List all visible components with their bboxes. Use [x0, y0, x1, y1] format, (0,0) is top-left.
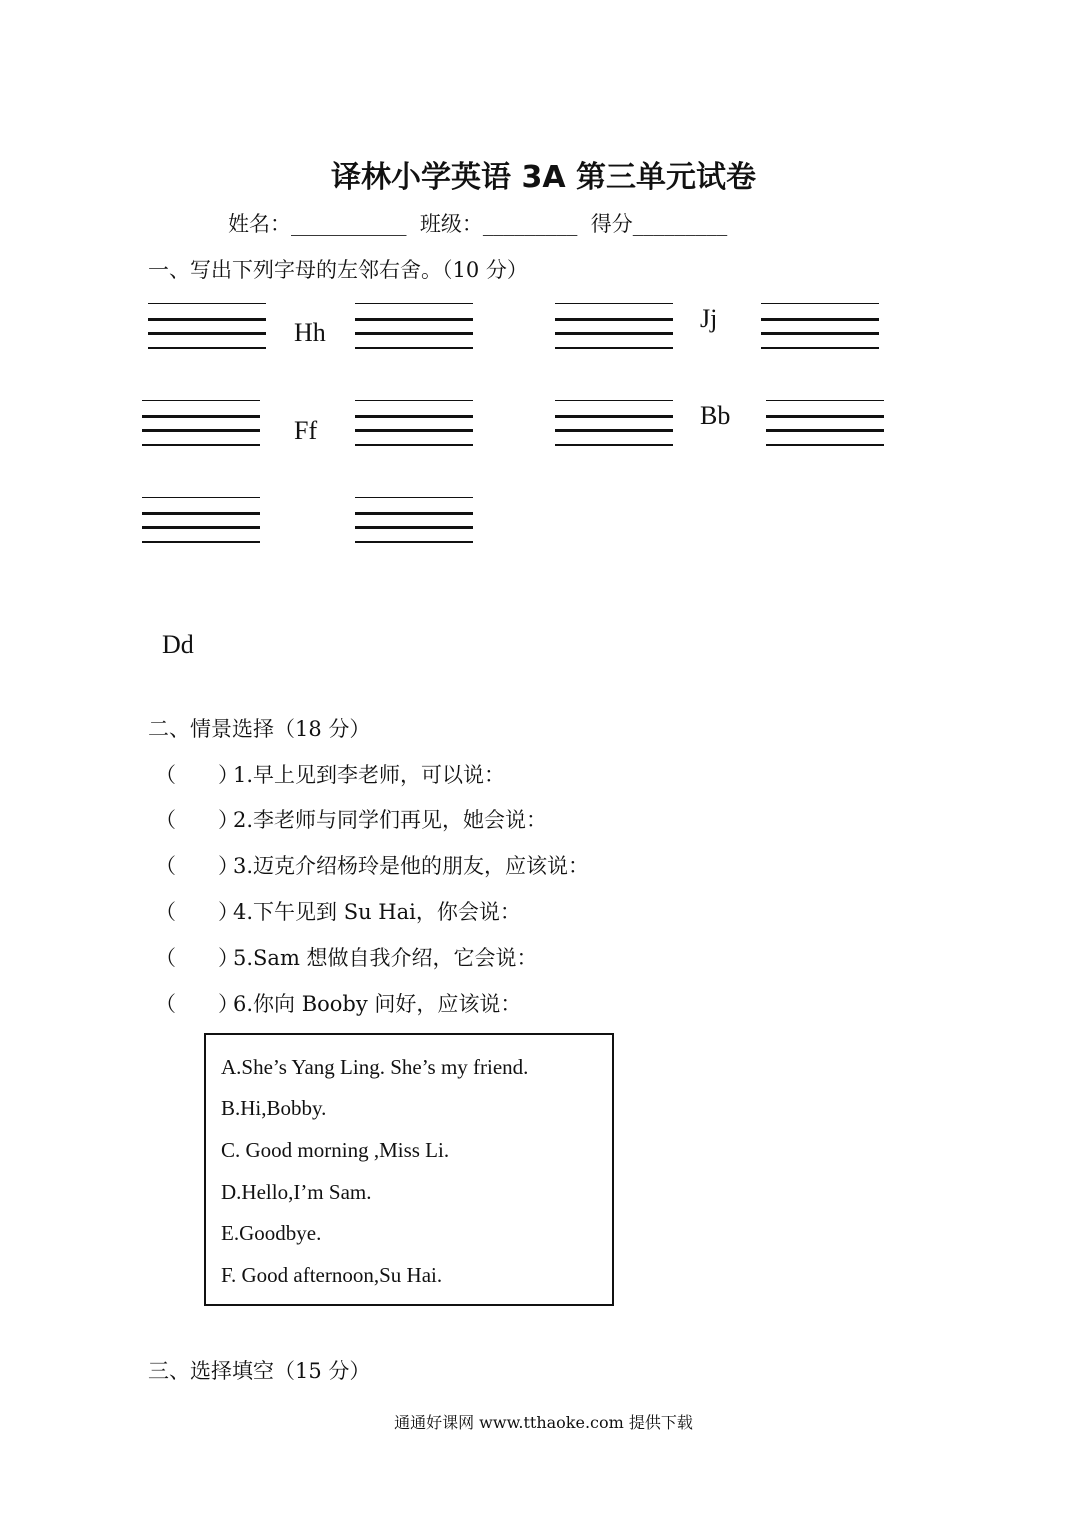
question-text: 2.李老师与同学们再见，她会说： [233, 808, 548, 832]
answer-blank[interactable]: （ ） [155, 992, 239, 1016]
answer-blank[interactable]: （ ） [155, 808, 239, 832]
choice-e: E.Goodbye. [221, 1221, 322, 1245]
question-item [155, 942, 538, 972]
question-text: 3.迈克介绍杨玲是他的朋友，应该说： [233, 854, 590, 878]
writing-lines [142, 400, 260, 446]
choice-d: D.Hello,I’m Sam. [221, 1180, 372, 1204]
question-item [155, 850, 589, 880]
question-text: 1.早上见到李老师，可以说： [233, 763, 506, 787]
question-item [155, 988, 521, 1018]
question-item [155, 896, 521, 926]
writing-lines [761, 303, 879, 349]
letter-ff: Ff [294, 416, 318, 445]
answer-blank[interactable]: （ ） [155, 900, 239, 924]
writing-lines [555, 303, 673, 349]
page-title: 译林小学英语 3A 第三单元试卷 [331, 160, 756, 195]
letter-jj: Jj [700, 304, 718, 333]
answer-blank[interactable]: （ ） [155, 946, 239, 970]
section-2-heading: 二、情景选择（18 分） [148, 717, 371, 741]
student-info-line [228, 208, 727, 238]
class-field-label: 班级：_________ [419, 212, 578, 236]
writing-lines [766, 400, 884, 446]
choice-b: B.Hi,Bobby. [221, 1096, 327, 1120]
letter-bb: Bb [700, 401, 731, 430]
writing-lines [148, 303, 266, 349]
name-field-label: 姓名：___________ [228, 212, 407, 236]
choice-f: F. Good afternoon,Su Hai. [221, 1263, 443, 1287]
answer-blank[interactable]: （ ） [155, 854, 239, 878]
writing-lines [555, 400, 673, 446]
section-3-heading: 三、选择填空（15 分） [148, 1359, 371, 1383]
section-1-heading: 一、写出下列字母的左邻右舍。（10 分） [148, 258, 528, 282]
choice-c: C. Good morning ,Miss Li. [221, 1138, 450, 1162]
writing-lines [355, 497, 473, 543]
writing-lines [142, 497, 260, 543]
question-item [155, 759, 505, 789]
answer-choices-box [204, 1033, 614, 1306]
question-text: 4.下午见到 Su Hai，你会说： [233, 900, 521, 924]
question-item [155, 804, 547, 834]
letter-dd: Dd [162, 630, 194, 659]
letter-hh: Hh [294, 318, 326, 347]
choice-a: A.She’s Yang Ling. She’s my friend. [221, 1055, 529, 1079]
answer-blank[interactable]: （ ） [155, 763, 239, 787]
question-text: 6.你向 Booby 问好，应该说： [233, 992, 522, 1016]
question-text: 5.Sam 想做自我介绍，它会说： [233, 946, 538, 970]
writing-lines [355, 400, 473, 446]
writing-lines [355, 303, 473, 349]
page-footer: 通通好课网 www.tthaoke.com 提供下载 [394, 1413, 693, 1432]
score-field-label: 得分_________ [590, 212, 728, 236]
